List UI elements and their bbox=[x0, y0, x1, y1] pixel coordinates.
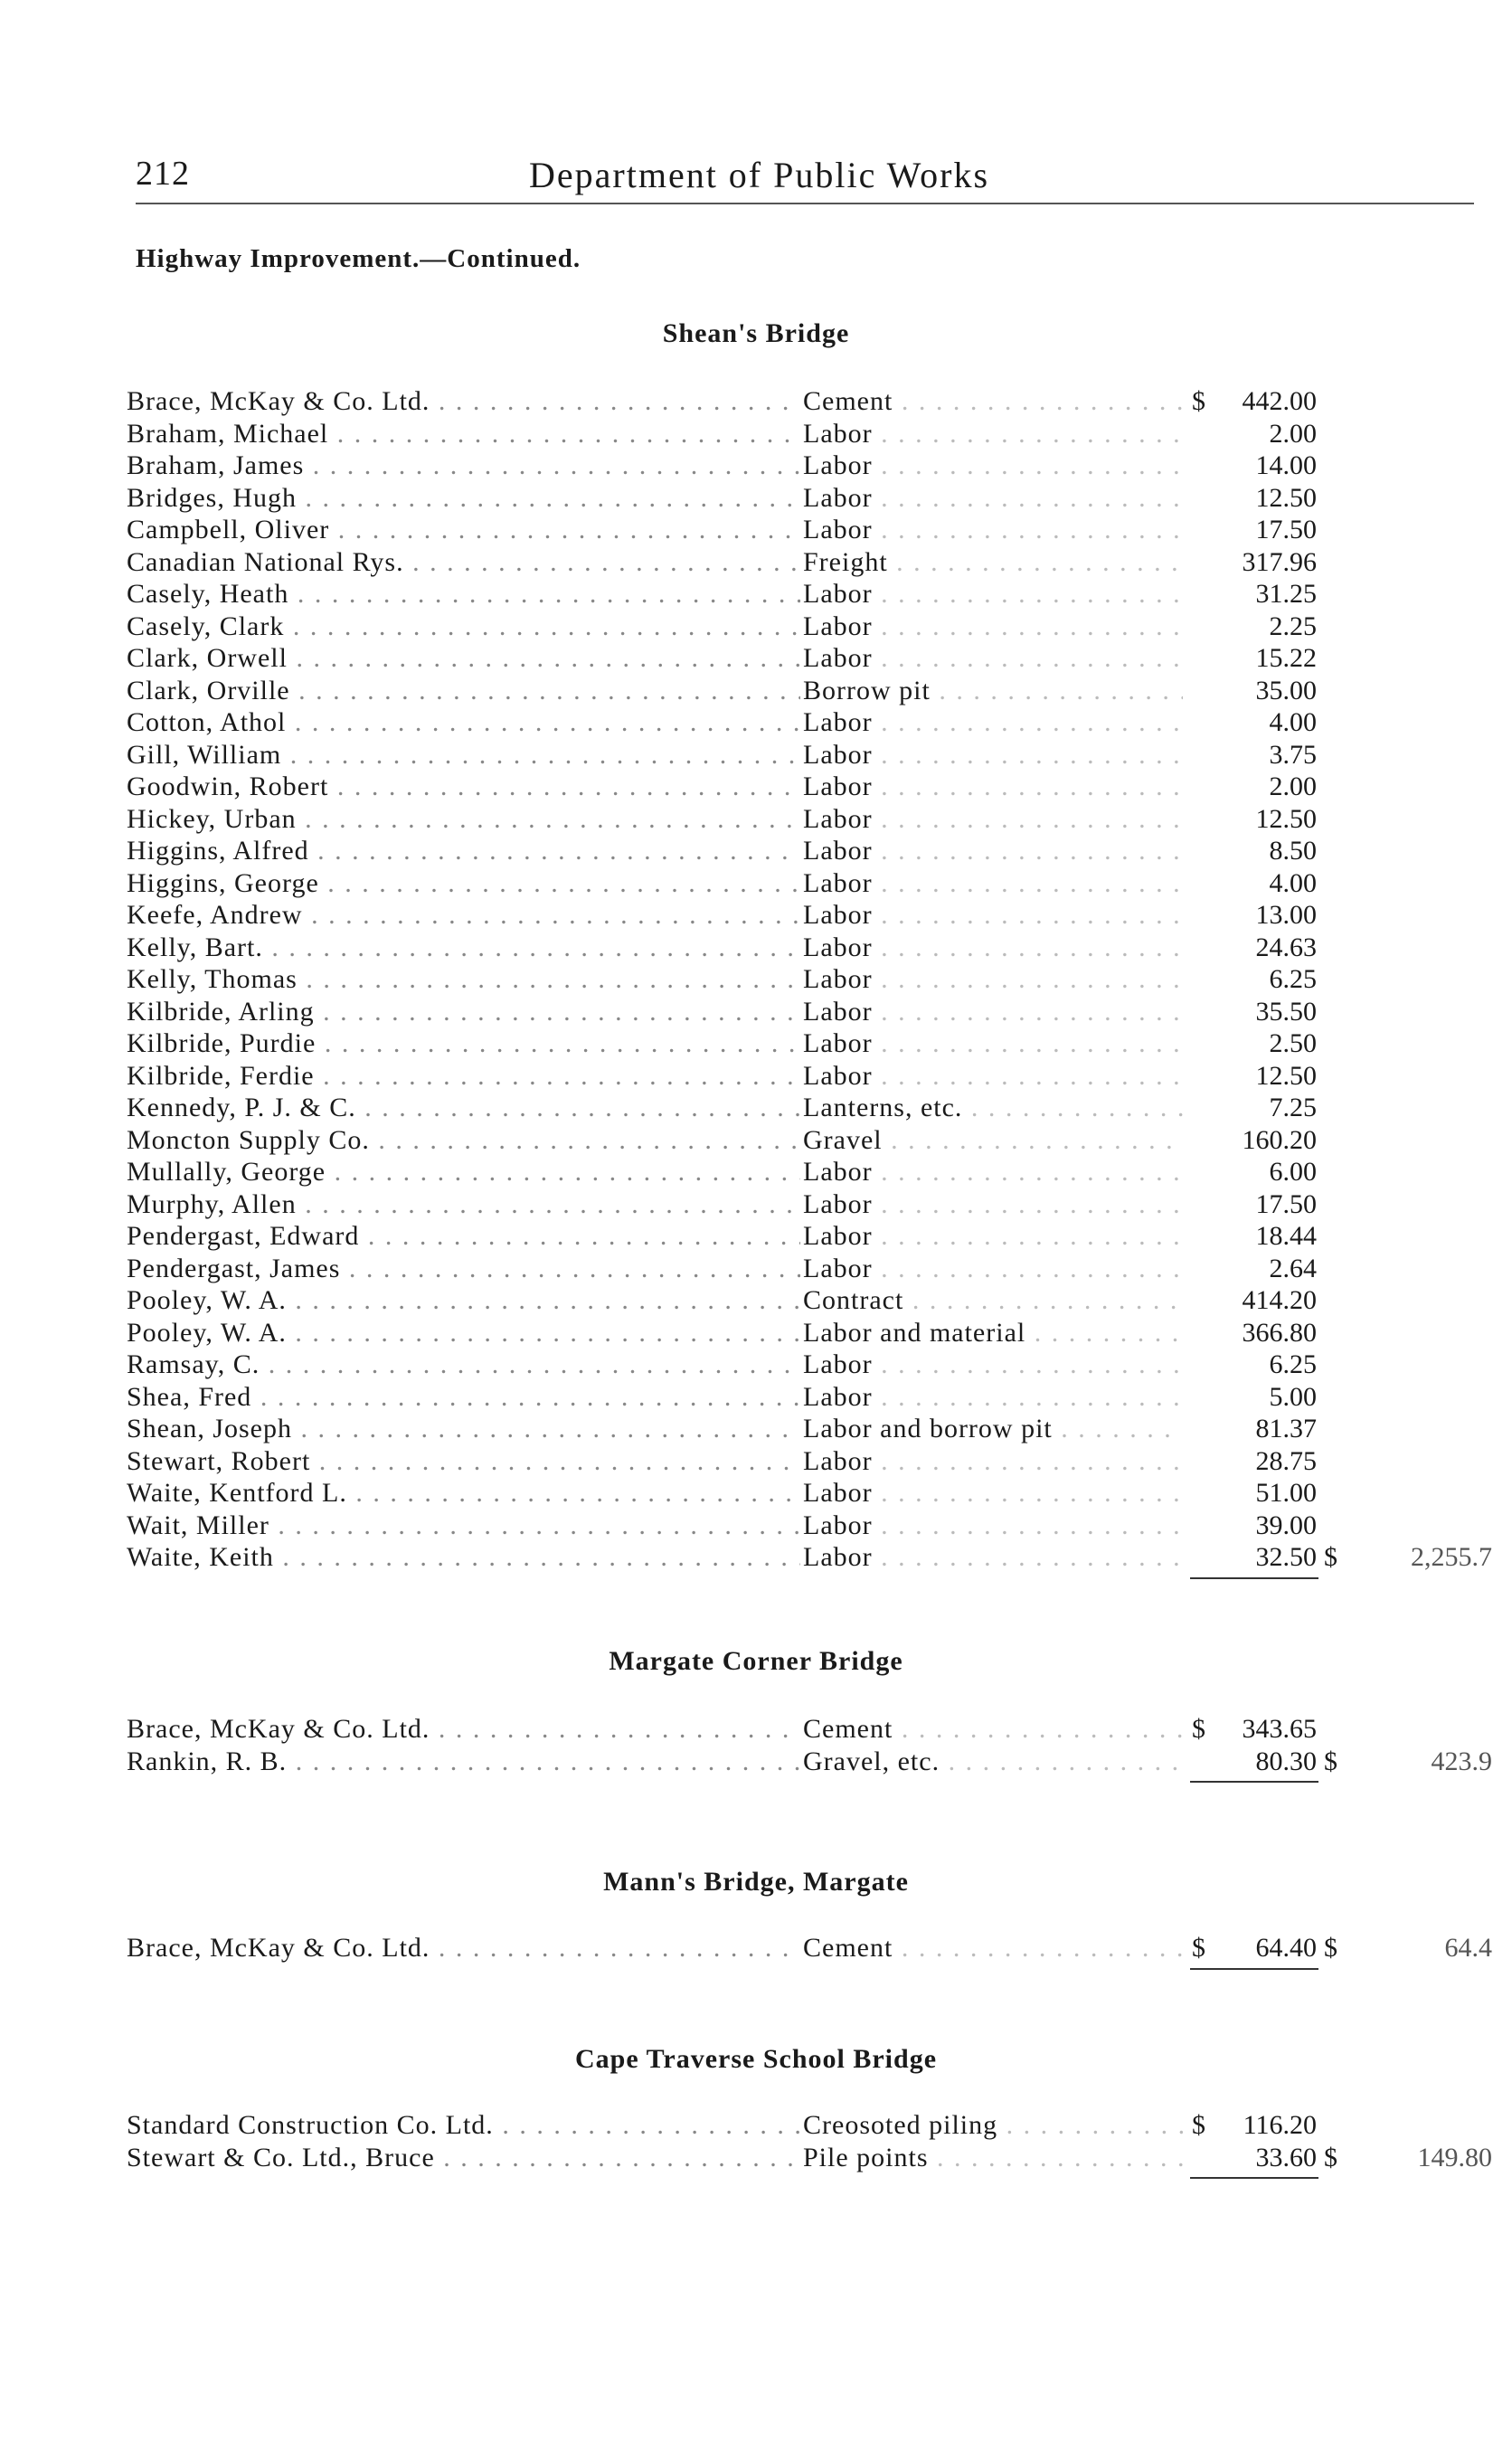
ledger-row bbox=[0, 1413, 1512, 1445]
sum-rule bbox=[1190, 1577, 1318, 1579]
payee-name: Higgins, George . . . bbox=[127, 867, 800, 900]
expense-item: Labor . . . bbox=[803, 1188, 1183, 1221]
amount: 8.50 bbox=[1269, 836, 1317, 866]
expense-item: Labor . . . bbox=[803, 578, 1183, 610]
expense-item: Lanterns, etc. . . . bbox=[803, 1092, 1183, 1124]
expense-item: Labor . . . bbox=[803, 1027, 1183, 1060]
expense-item: Labor and material . . . bbox=[803, 1317, 1183, 1349]
section-total: 149.80 bbox=[1417, 2142, 1492, 2172]
payee-name: Moncton Supply Co. . . . bbox=[127, 1124, 800, 1157]
payee-name: Murphy, Allen . . . bbox=[127, 1188, 800, 1221]
ledger-row bbox=[0, 1060, 1512, 1093]
expense-item: Labor . . . bbox=[803, 739, 1183, 771]
amount: 12.50 bbox=[1255, 1060, 1317, 1091]
amount: 28.75 bbox=[1255, 1445, 1317, 1476]
expense-item: Labor . . . bbox=[803, 1060, 1183, 1093]
payee-name: Gill, William . . . bbox=[127, 739, 800, 771]
expense-item: Labor . . . bbox=[803, 803, 1183, 836]
section-title: Cape Traverse School Bridge bbox=[574, 2044, 938, 2074]
payee-name: Casely, Clark . . . bbox=[127, 610, 800, 643]
payee-name: Brace, McKay & Co. Ltd. . . . bbox=[127, 1932, 800, 1964]
sum-rule bbox=[1190, 1781, 1318, 1783]
amount: 116.20 bbox=[1243, 2110, 1317, 2140]
payee-name: Ramsay, C. . . . bbox=[127, 1349, 800, 1381]
ledger-row bbox=[0, 1445, 1512, 1478]
ledger-row bbox=[0, 1713, 1512, 1746]
total-dollar-sign: $ bbox=[1324, 2142, 1337, 2172]
expense-item: Cement . . . bbox=[803, 385, 1183, 418]
payee-name: Clark, Orwell . . . bbox=[127, 642, 800, 675]
payee-name: Higgins, Alfred . . . bbox=[127, 835, 800, 867]
ledger-row bbox=[0, 1477, 1512, 1510]
amount: 35.00 bbox=[1255, 675, 1317, 705]
payee-name: Canadian National Rys. . . . bbox=[127, 546, 800, 579]
expense-item: Labor . . . bbox=[803, 450, 1183, 482]
expense-item: Labor . . . bbox=[803, 1510, 1183, 1542]
ledger-row bbox=[0, 803, 1512, 836]
expense-item: Freight . . . bbox=[803, 546, 1183, 579]
ledger-row bbox=[0, 1349, 1512, 1381]
expense-item: Contract . . . bbox=[803, 1284, 1183, 1317]
payee-name: Mullally, George . . . bbox=[127, 1156, 800, 1188]
expense-item: Labor . . . bbox=[803, 1220, 1183, 1253]
expense-item: Labor . . . bbox=[803, 610, 1183, 643]
ledger-row bbox=[0, 1027, 1512, 1060]
amount: 2.25 bbox=[1269, 610, 1317, 641]
sum-rule bbox=[1190, 2177, 1318, 2179]
amount: 64.40 bbox=[1255, 1933, 1317, 1963]
ledger-row bbox=[0, 610, 1512, 643]
amount: 80.30 bbox=[1255, 1746, 1317, 1776]
ledger-row bbox=[0, 996, 1512, 1028]
expense-item: Labor . . . bbox=[803, 1541, 1183, 1574]
payee-name: Brace, McKay & Co. Ltd. . . . bbox=[127, 385, 800, 418]
expense-item: Pile points . . . bbox=[803, 2142, 1183, 2174]
payee-name: Shean, Joseph . . . bbox=[127, 1413, 800, 1445]
payee-name: Braham, Michael . . . bbox=[127, 418, 800, 450]
amount: 18.44 bbox=[1255, 1221, 1317, 1251]
amount: 2.64 bbox=[1269, 1253, 1317, 1283]
ledger-row bbox=[0, 1746, 1512, 1778]
header-rule bbox=[136, 203, 1474, 204]
amount: 6.00 bbox=[1269, 1157, 1317, 1187]
amount: 35.50 bbox=[1255, 996, 1317, 1027]
ledger-row bbox=[0, 578, 1512, 610]
amount: 343.65 bbox=[1242, 1714, 1317, 1744]
payee-name: Clark, Orville . . . bbox=[127, 675, 800, 707]
section-total: 64.4 bbox=[1444, 1933, 1492, 1963]
amount: 31.25 bbox=[1255, 579, 1317, 609]
expense-item: Labor . . . bbox=[803, 932, 1183, 964]
payee-name: Hickey, Urban . . . bbox=[127, 803, 800, 836]
expense-item: Borrow pit . . . bbox=[803, 675, 1183, 707]
expense-item: Labor . . . bbox=[803, 1349, 1183, 1381]
expense-item: Labor . . . bbox=[803, 706, 1183, 739]
total-dollar-sign: $ bbox=[1324, 1933, 1337, 1963]
expense-item: Labor . . . bbox=[803, 899, 1183, 932]
ledger-row bbox=[0, 546, 1512, 579]
payee-name: Brace, McKay & Co. Ltd. . . . bbox=[127, 1713, 800, 1746]
payee-name: Kennedy, P. J. & C. . . . bbox=[127, 1092, 800, 1124]
ledger-row bbox=[0, 1932, 1512, 1964]
amount: 6.25 bbox=[1269, 964, 1317, 994]
expense-item: Labor . . . bbox=[803, 418, 1183, 450]
total-dollar-sign: $ bbox=[1324, 1542, 1337, 1572]
payee-name: Rankin, R. B. . . . bbox=[127, 1746, 800, 1778]
amount: 24.63 bbox=[1255, 932, 1317, 962]
amount: 51.00 bbox=[1255, 1478, 1317, 1508]
section-heading: Highway Improvement.—Continued. bbox=[136, 244, 581, 273]
payee-name: Kilbride, Arling . . . bbox=[127, 996, 800, 1028]
ledger-row bbox=[0, 418, 1512, 450]
amount: 2.50 bbox=[1269, 1028, 1317, 1058]
expense-item: Labor . . . bbox=[803, 1445, 1183, 1478]
payee-name: Braham, James . . . bbox=[127, 450, 800, 482]
payee-name: Waite, Keith . . . bbox=[127, 1541, 800, 1574]
expense-item: Labor . . . bbox=[803, 514, 1183, 546]
payee-name: Kilbride, Ferdie . . . bbox=[127, 1060, 800, 1093]
dollar-sign: $ bbox=[1192, 1714, 1205, 1744]
amount: 12.50 bbox=[1255, 482, 1317, 513]
ledger-row bbox=[0, 932, 1512, 964]
amount: 414.20 bbox=[1242, 1285, 1317, 1315]
payee-name: Pooley, W. A. . . . bbox=[127, 1317, 800, 1349]
expense-item: Labor . . . bbox=[803, 1477, 1183, 1510]
payee-name: Shea, Fred . . . bbox=[127, 1381, 800, 1414]
payee-name: Kilbride, Purdie . . . bbox=[127, 1027, 800, 1060]
sum-rule bbox=[1190, 1968, 1318, 1970]
ledger-row bbox=[0, 1253, 1512, 1285]
dollar-sign: $ bbox=[1192, 1933, 1205, 1963]
payee-name: Keefe, Andrew . . . bbox=[127, 899, 800, 932]
section-total: 423.9 bbox=[1431, 1746, 1492, 1776]
payee-name: Kelly, Thomas . . . bbox=[127, 963, 800, 996]
running-title: Department of Public Works bbox=[529, 155, 990, 195]
ledger-row bbox=[0, 1381, 1512, 1414]
expense-item: Labor . . . bbox=[803, 1156, 1183, 1188]
expense-item: Labor . . . bbox=[803, 963, 1183, 996]
ledger-row bbox=[0, 2142, 1512, 2174]
expense-item: Labor . . . bbox=[803, 1253, 1183, 1285]
amount: 17.50 bbox=[1255, 515, 1317, 544]
ledger-row bbox=[0, 1284, 1512, 1317]
amount: 3.75 bbox=[1269, 739, 1317, 770]
expense-item: Labor . . . bbox=[803, 771, 1183, 803]
amount: 160.20 bbox=[1242, 1124, 1317, 1155]
amount: 5.00 bbox=[1269, 1381, 1317, 1412]
payee-name: Standard Construction Co. Ltd. . . . bbox=[127, 2109, 800, 2142]
payee-name: Pooley, W. A. . . . bbox=[127, 1284, 800, 1317]
amount: 366.80 bbox=[1242, 1317, 1317, 1348]
payee-name: Bridges, Hugh . . . bbox=[127, 482, 800, 515]
dollar-sign: $ bbox=[1192, 386, 1205, 416]
amount: 4.00 bbox=[1269, 867, 1317, 898]
ledger-row bbox=[0, 867, 1512, 900]
amount: 2.00 bbox=[1269, 771, 1317, 801]
ledger-row bbox=[0, 1092, 1512, 1124]
expense-item: Labor . . . bbox=[803, 835, 1183, 867]
dollar-sign: $ bbox=[1192, 2110, 1205, 2140]
ledger-row bbox=[0, 1541, 1512, 1574]
ledger-row bbox=[0, 2109, 1512, 2142]
expense-item: Gravel, etc. . . . bbox=[803, 1746, 1183, 1778]
amount: 17.50 bbox=[1255, 1188, 1317, 1219]
ledger-row bbox=[0, 1317, 1512, 1349]
ledger-row bbox=[0, 899, 1512, 932]
payee-name: Kelly, Bart. . . . bbox=[127, 932, 800, 964]
expense-item: Labor . . . bbox=[803, 867, 1183, 900]
payee-name: Casely, Heath . . . bbox=[127, 578, 800, 610]
amount: 7.25 bbox=[1269, 1093, 1317, 1122]
ledger-row bbox=[0, 1188, 1512, 1221]
expense-item: Gravel . . . bbox=[803, 1124, 1183, 1157]
amount: 442.00 bbox=[1242, 386, 1317, 416]
payee-name: Goodwin, Robert . . . bbox=[127, 771, 800, 803]
expense-item: Labor . . . bbox=[803, 482, 1183, 515]
expense-item: Labor . . . bbox=[803, 1381, 1183, 1414]
expense-item: Labor . . . bbox=[803, 642, 1183, 675]
ledger-row bbox=[0, 642, 1512, 675]
section-title: Margate Corner Bridge bbox=[609, 1646, 903, 1676]
section-total: 2,255.7 bbox=[1411, 1542, 1492, 1572]
ledger-row bbox=[0, 675, 1512, 707]
ledger-row bbox=[0, 739, 1512, 771]
page-number: 212 bbox=[136, 155, 190, 193]
amount: 317.96 bbox=[1242, 546, 1317, 577]
amount: 14.00 bbox=[1255, 450, 1317, 480]
amount: 39.00 bbox=[1255, 1510, 1317, 1540]
ledger-row bbox=[0, 963, 1512, 996]
ledger-row bbox=[0, 1124, 1512, 1157]
amount: 4.00 bbox=[1269, 707, 1317, 737]
section-title: Mann's Bridge, Margate bbox=[603, 1867, 909, 1897]
expense-item: Cement . . . bbox=[803, 1713, 1183, 1746]
payee-name: Stewart & Co. Ltd., Bruce . . . bbox=[127, 2142, 800, 2174]
expense-item: Creosoted piling . . . bbox=[803, 2109, 1183, 2142]
payee-name: Waite, Kentford L. . . . bbox=[127, 1477, 800, 1510]
amount: 12.50 bbox=[1255, 803, 1317, 834]
ledger-row bbox=[0, 706, 1512, 739]
ledger-row bbox=[0, 1156, 1512, 1188]
ledger-row bbox=[0, 835, 1512, 867]
expense-item: Labor and borrow pit . . . bbox=[803, 1413, 1183, 1445]
ledger-row bbox=[0, 514, 1512, 546]
expense-item: Cement . . . bbox=[803, 1932, 1183, 1964]
section-title: Shean's Bridge bbox=[662, 318, 850, 348]
payee-name: Stewart, Robert . . . bbox=[127, 1445, 800, 1478]
amount: 2.00 bbox=[1269, 418, 1317, 449]
amount: 33.60 bbox=[1255, 2142, 1317, 2172]
ledger-row bbox=[0, 385, 1512, 418]
ledger-row bbox=[0, 482, 1512, 515]
amount: 6.25 bbox=[1269, 1349, 1317, 1379]
payee-name: Pendergast, Edward . . . bbox=[127, 1220, 800, 1253]
ledger-row bbox=[0, 450, 1512, 482]
ledger-row bbox=[0, 1510, 1512, 1542]
running-head bbox=[136, 154, 1474, 199]
payee-name: Wait, Miller . . . bbox=[127, 1510, 800, 1542]
payee-name: Cotton, Athol . . . bbox=[127, 706, 800, 739]
payee-name: Pendergast, James . . . bbox=[127, 1253, 800, 1285]
amount: 15.22 bbox=[1255, 643, 1317, 673]
amount: 32.50 bbox=[1255, 1542, 1317, 1572]
expense-item: Labor . . . bbox=[803, 996, 1183, 1028]
ledger-row bbox=[0, 771, 1512, 803]
total-dollar-sign: $ bbox=[1324, 1746, 1337, 1776]
amount: 81.37 bbox=[1255, 1414, 1317, 1443]
amount: 13.00 bbox=[1255, 900, 1317, 930]
ledger-row bbox=[0, 1220, 1512, 1253]
payee-name: Campbell, Oliver . . . bbox=[127, 514, 800, 546]
